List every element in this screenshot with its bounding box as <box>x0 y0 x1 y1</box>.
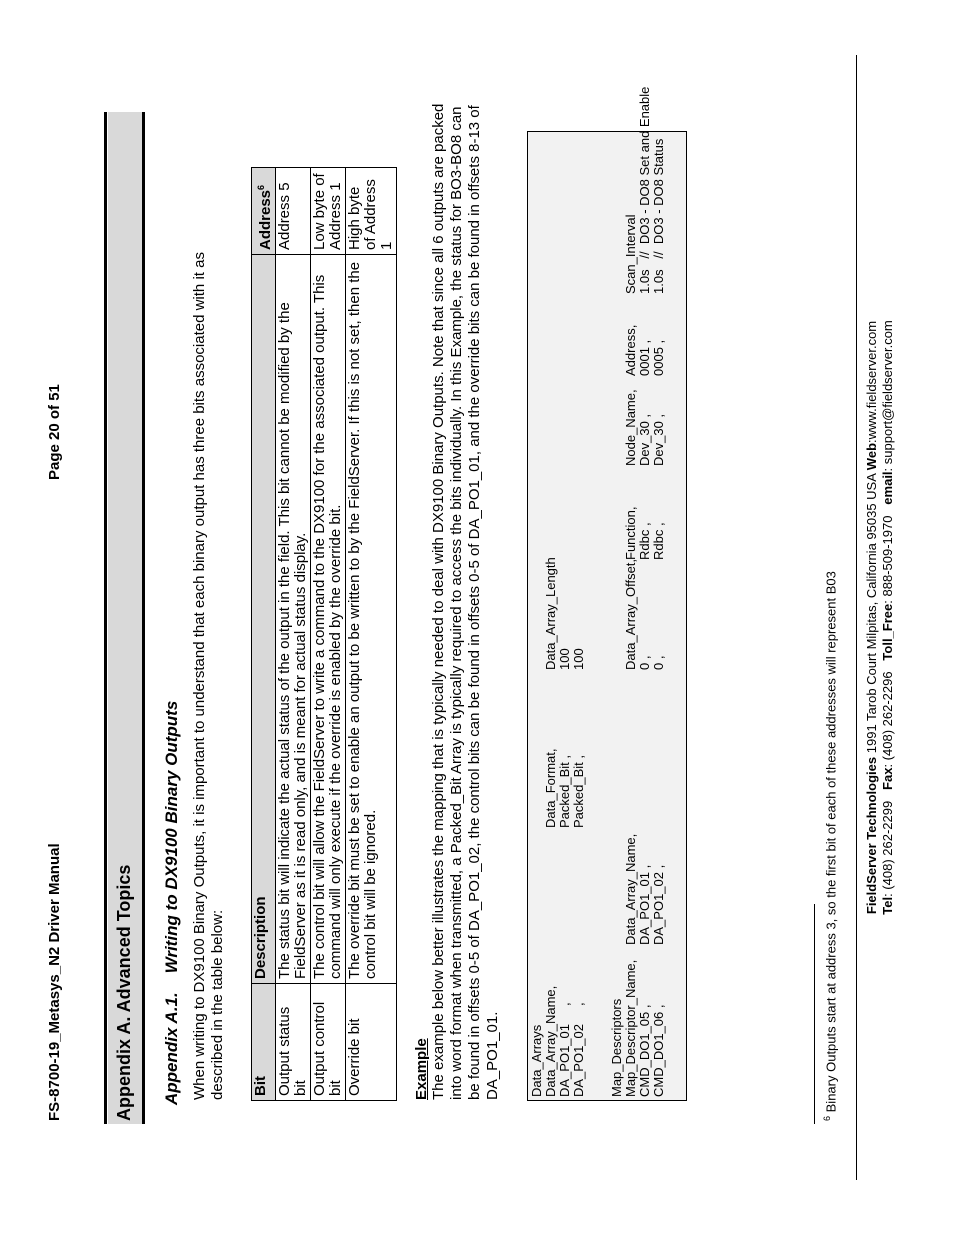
footer-tel-label: Tel <box>880 896 895 915</box>
footnote-rule <box>814 904 815 1124</box>
config-cell: Rdbc , <box>637 522 652 560</box>
example-label: Example <box>413 1038 430 1100</box>
config-column-header: Data_Array_Offset, <box>623 558 638 670</box>
table-row <box>311 168 346 1101</box>
address-cell: Low byte of Address 1 <box>311 168 346 255</box>
config-cell: DA_PO1_02 , <box>651 864 666 945</box>
config-cell: DA_PO1_02 , <box>571 1002 586 1097</box>
table-row <box>346 168 397 1101</box>
config-cell: 0 , <box>651 655 666 670</box>
config-cell: 100 <box>557 648 572 670</box>
footnote <box>822 571 838 1121</box>
config-cell: 0005 , <box>651 339 666 376</box>
example-paragraph: The example below better illustrates the mapping that is typically needed to deal with DX9100 Binary Outputs. Note that since all 6 outputs are packed into word format when transmitted, a Packed_Bit Array is typically required to access the bits individually. In this Example, the status for BO3-BO8 can be found in offsets 0-5 of DA_PO1_02, the control bits can be found in offsets 0-5 of DA_PO1_01, and the override bits can be found in offsets 8-13 of DA_PO1_01. <box>430 103 501 1100</box>
config-cell: CMD_DO1_06 , <box>651 1004 666 1097</box>
config-cell: 0 , <box>637 655 652 670</box>
config-column-header: Data_Array_Name, <box>543 985 558 1097</box>
config-column-header: Function, <box>623 506 638 560</box>
config-column-header: Data_Array_Length <box>543 557 558 670</box>
bit-cell: Override bit <box>346 984 397 1101</box>
config-block <box>527 86 687 1101</box>
config-cell: 100 <box>571 648 586 670</box>
map-descriptors-section-label: Map_Descriptors <box>609 998 624 1097</box>
address-header-text: Address <box>257 189 274 250</box>
config-cell: Packed_Bit , <box>557 755 572 828</box>
footer-email-label: email <box>880 471 895 505</box>
description-cell: The status bit will indicate the actual status of the output in the field. This bit cannot be modified by the FieldServer as it is read only, and is meant for actual status display. <box>276 255 311 984</box>
header-rule <box>104 112 107 1124</box>
footer-address: 1991 Tarob Court Milpitas, California 95035 USA <box>864 473 879 754</box>
config-cell: Dev_30 , <box>651 413 666 466</box>
config-cell: DA_PO1_01 , <box>557 1002 572 1097</box>
description-cell: The override bit must be set to enable an output to be written to by the FieldServer. If this is not set, then the control bit will be ignored. <box>346 255 397 984</box>
config-cell: Rdbc , <box>651 522 666 560</box>
intro-paragraph: When writing to DX9100 Binary Outputs, it is important to understand that each binary output has three bits associated with it as described in the table below: <box>191 252 226 1100</box>
bits-table-header-row <box>252 168 276 1101</box>
config-cell: Packed_Bit , <box>571 755 586 828</box>
page-footer <box>864 0 896 1235</box>
footer-web-label: Web <box>864 442 879 471</box>
config-column-header: Map_Descriptor_Name, <box>623 959 638 1097</box>
config-cell: 0001 , <box>637 339 652 376</box>
bit-cell: Output status bit <box>276 984 311 1101</box>
table-row <box>276 168 311 1101</box>
footnote-marker: 6 <box>822 1115 832 1121</box>
config-column-header: Data_Array_Name, <box>623 833 638 945</box>
section-title: Appendix A.1. Writing to DX9100 Binary Outputs <box>162 700 181 1105</box>
col-header-address <box>252 168 276 255</box>
footer-rule <box>856 55 857 1180</box>
bit-cell: Output control bit <box>311 984 346 1101</box>
footer-fax: : (408) 262-2296 <box>880 671 895 768</box>
config-column-header: Address, <box>623 324 638 376</box>
address-cell: High byte of Address 1 <box>346 168 397 255</box>
footer-email: : support@fieldserver.com <box>880 320 895 472</box>
page-number: Page 20 of 51 <box>46 384 63 480</box>
config-column-header: Scan_Interval <box>623 214 638 294</box>
footer-line-2 <box>880 0 896 1235</box>
footer-fax-label: Fax <box>880 767 895 790</box>
footer-line-1 <box>864 0 880 1235</box>
col-header-description: Description <box>252 255 276 984</box>
config-column-header: Data_Format, <box>543 748 558 828</box>
config-column-header: Node_Name, <box>623 389 638 466</box>
config-cell: DA_PO1_01 , <box>637 864 652 945</box>
document-title: FS-8700-19_Metasys_N2 Driver Manual <box>46 843 63 1121</box>
bits-table <box>251 167 397 1101</box>
config-cell: 1.0s // DO3 - DO8 Status <box>651 138 666 294</box>
config-cell: 1.0s // DO3 - DO8 Set and Enable <box>637 86 652 294</box>
footnote-text: Binary Outputs start at address 3, so the first bit of each of these addresses will represent B03 <box>823 571 839 1113</box>
config-cell: CMD_DO1_05 , <box>637 1004 652 1097</box>
col-header-bit: Bit <box>252 984 276 1101</box>
footer-tollfree: : 888-509-1970 <box>880 515 895 604</box>
data-arrays-section-label: Data_Arrays <box>529 1024 544 1097</box>
description-cell: The control bit will allow the FieldServer to write a command to the DX9100 for the associated output. This command will only execute if the override is enabled by the override bit. <box>311 255 346 984</box>
footer-web: :www.fieldserver.com <box>864 320 879 443</box>
footer-tollfree-label: Toll_Free <box>880 603 895 661</box>
footnote-ref: 6 <box>256 184 266 190</box>
address-cell: Address 5 <box>276 168 311 255</box>
footer-company: FieldServer Technologies <box>864 756 879 915</box>
config-cell: Dev_30 , <box>637 413 652 466</box>
footer-tel: : (408) 262-2299 <box>880 800 895 897</box>
appendix-title: Appendix A. Advanced Topics <box>114 864 134 1121</box>
